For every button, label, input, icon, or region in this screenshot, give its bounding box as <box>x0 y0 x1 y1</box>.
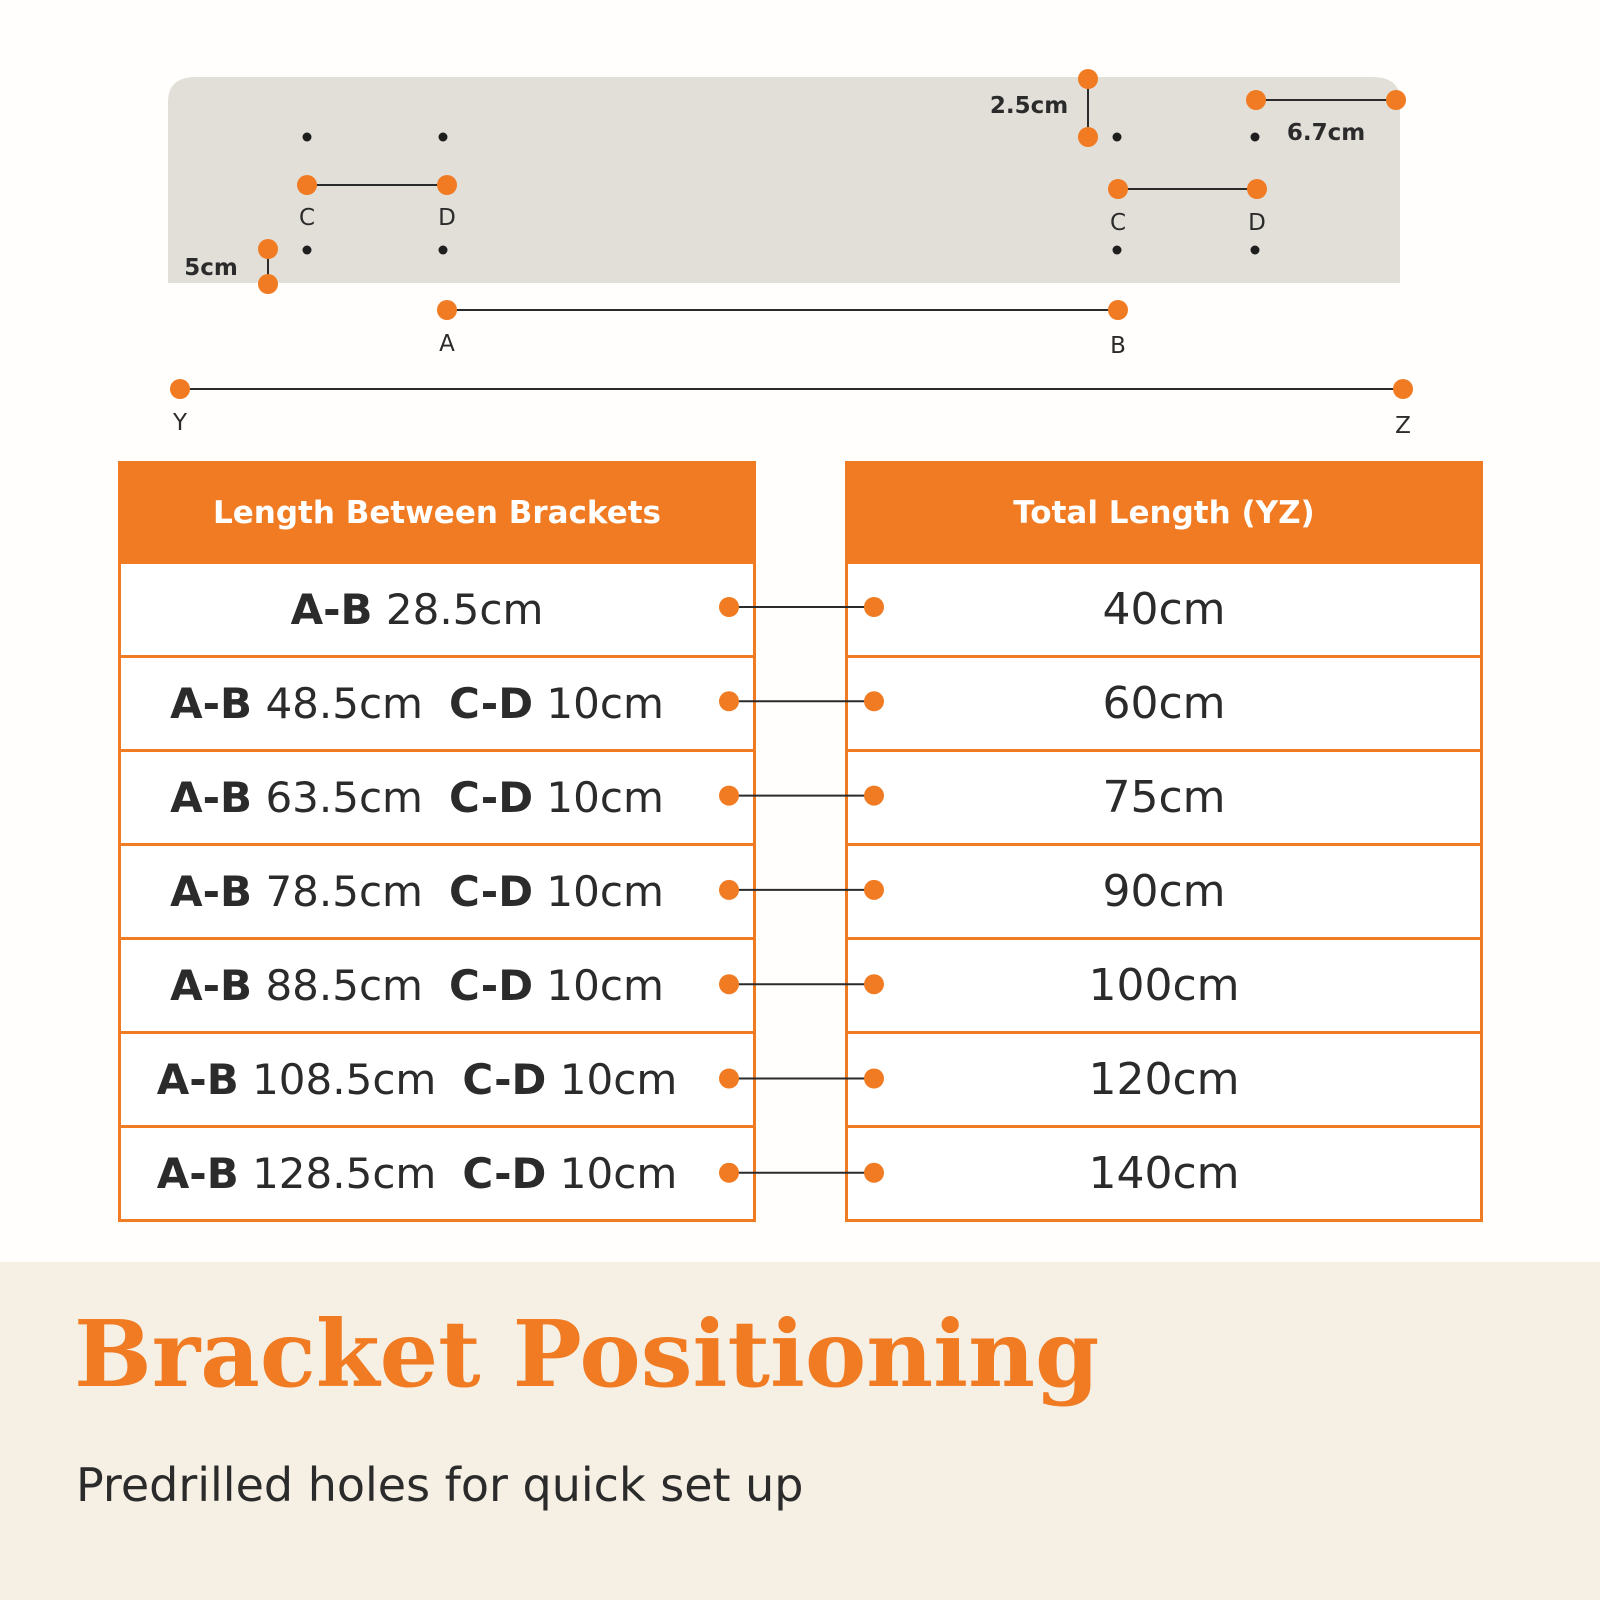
table-row <box>121 1031 753 1125</box>
table-row <box>121 561 753 655</box>
label-c-left: C <box>298 205 316 231</box>
hole <box>1113 246 1122 255</box>
table-row <box>848 749 1480 843</box>
cd-label: C-D <box>448 679 534 728</box>
ab-value: 48.5cm <box>265 679 423 728</box>
endpoint <box>170 379 190 399</box>
endpoint <box>258 239 278 259</box>
table-row <box>848 655 1480 749</box>
table-row <box>848 1031 1480 1125</box>
total-length-table-header: Total Length (YZ) <box>848 464 1480 561</box>
cd-label: C-D <box>448 961 534 1010</box>
hole <box>303 246 312 255</box>
table-row <box>121 655 753 749</box>
ab-value: 108.5cm <box>252 1055 437 1104</box>
brackets-table-header: Length Between Brackets <box>121 464 753 561</box>
hole <box>439 133 448 142</box>
ab-label: A-B <box>290 585 373 634</box>
cd-label: C-D <box>448 867 534 916</box>
endpoint <box>1108 300 1128 320</box>
cd-value: 10cm <box>546 679 664 728</box>
measure-bottom-offset: 5cm <box>184 255 238 281</box>
label-a: A <box>439 331 455 357</box>
ab-value: 28.5cm <box>385 585 544 634</box>
total-value: 100cm <box>1088 960 1240 1011</box>
total-value: 60cm <box>1102 678 1226 729</box>
ab-value: 88.5cm <box>265 961 423 1010</box>
total-value: 40cm <box>1102 584 1226 635</box>
label-d-left: D <box>438 205 456 231</box>
label-z: Z <box>1395 413 1411 439</box>
cd-value: 10cm <box>546 773 664 822</box>
table-row <box>848 561 1480 655</box>
brackets-table <box>118 461 756 1222</box>
ab-label: A-B <box>170 679 253 728</box>
label-c-right: C <box>1109 210 1127 236</box>
total-length-table <box>845 461 1483 1222</box>
hole <box>1251 133 1260 142</box>
endpoint <box>437 300 457 320</box>
cd-value: 10cm <box>546 867 664 916</box>
endpoint <box>1078 127 1098 147</box>
table-row <box>121 843 753 937</box>
total-value: 120cm <box>1088 1054 1240 1105</box>
hole <box>1251 246 1260 255</box>
hole <box>439 246 448 255</box>
table-row <box>121 1125 753 1219</box>
table-row <box>848 1125 1480 1219</box>
endpoint <box>1246 90 1266 110</box>
label-d-right: D <box>1248 210 1266 236</box>
table-row <box>848 843 1480 937</box>
page-subtitle: Predrilled holes for quick set up <box>76 1458 804 1512</box>
total-value: 75cm <box>1102 772 1226 823</box>
measure-top-offset: 2.5cm <box>989 93 1069 119</box>
cd-value: 10cm <box>559 1055 678 1104</box>
endpoint <box>258 274 278 294</box>
endpoint <box>1078 69 1098 89</box>
ab-label: A-B <box>170 961 253 1010</box>
table-row <box>848 937 1480 1031</box>
shelf-diagram <box>0 0 1600 450</box>
ab-value: 78.5cm <box>265 867 423 916</box>
shelf-board <box>168 77 1400 283</box>
total-value: 90cm <box>1102 866 1226 917</box>
endpoint <box>1247 179 1267 199</box>
ab-label: A-B <box>156 1055 239 1104</box>
measure-edge-offset: 6.7cm <box>1286 120 1366 146</box>
table-row <box>121 749 753 843</box>
endpoint <box>1108 179 1128 199</box>
table-row <box>121 937 753 1031</box>
cd-value: 10cm <box>559 1149 678 1198</box>
cd-value: 10cm <box>546 961 664 1010</box>
cd-label: C-D <box>462 1149 547 1198</box>
page-title: Bracket Positioning <box>74 1300 1100 1408</box>
label-y: Y <box>172 410 188 436</box>
ab-value: 63.5cm <box>265 773 423 822</box>
ab-value: 128.5cm <box>252 1149 437 1198</box>
endpoint <box>297 175 317 195</box>
cd-label: C-D <box>448 773 534 822</box>
endpoint <box>437 175 457 195</box>
endpoint <box>1393 379 1413 399</box>
cd-label: C-D <box>462 1055 547 1104</box>
label-b: B <box>1110 333 1126 359</box>
ab-label: A-B <box>170 773 253 822</box>
ab-label: A-B <box>170 867 253 916</box>
hole <box>1113 133 1122 142</box>
endpoint <box>1386 90 1406 110</box>
ab-label: A-B <box>156 1149 239 1198</box>
total-value: 140cm <box>1088 1148 1240 1199</box>
hole <box>303 133 312 142</box>
